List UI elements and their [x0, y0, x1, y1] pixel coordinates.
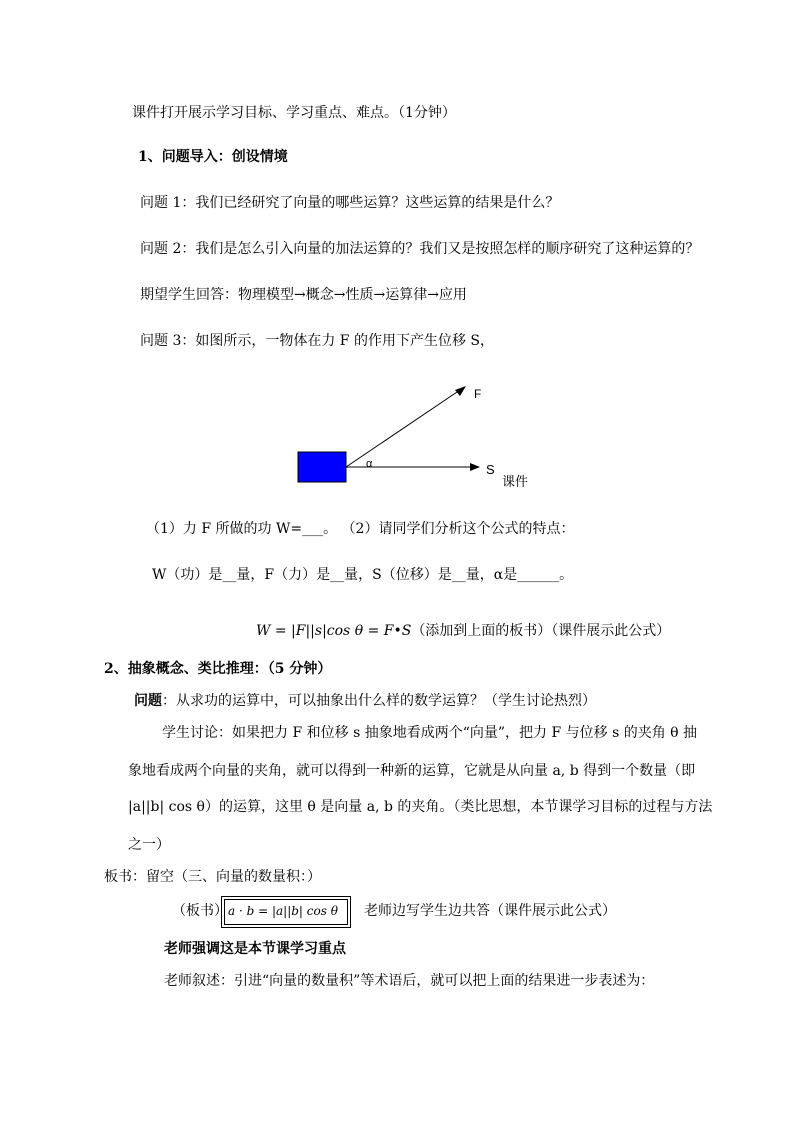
label-F: F: [474, 387, 482, 401]
formula-note: （添加到上面的板书）（课件展示此公式）: [411, 623, 671, 639]
board-note: 板书：留空（三、向量的数量积：）: [104, 869, 321, 885]
formula-main: W = |F||s|cos θ = F•S: [256, 623, 412, 639]
question-2: 问题 2：我们是怎么引入向量的加法运算的？我们又是按照怎样的顺序研究了这种运算的？: [140, 241, 700, 257]
work-question: （1）力 F 所做的功 W=___。 （2）请同学们分析这个公式的特点：: [146, 521, 575, 537]
board-formula: a · b = |a||b| cos θ: [228, 904, 338, 918]
abstract-question-label: 问题: [134, 693, 162, 709]
label-S: S: [486, 462, 495, 477]
intro-line: 课件打开展示学习目标、学习重点、难点。（1分钟）: [132, 105, 456, 121]
force-arrowhead: [455, 386, 466, 396]
question-3: 问题 3：如图所示，一物体在力 F 的作用下产生位移 S，: [140, 333, 495, 349]
formula-line: [256, 622, 670, 640]
expected-answer: 期望学生回答：物理模型→概念→性质→运算律→应用: [140, 287, 467, 303]
section-1-heading: 1、问题导入：创设情境: [138, 149, 288, 165]
section-2-heading: 2、抽象概念、类比推理：（5 分钟）: [104, 661, 332, 677]
object-block: [298, 452, 346, 482]
question-1: 问题 1：我们已经研究了向量的哪些运算？这些运算的结果是什么？: [140, 195, 560, 211]
abstract-question: [134, 692, 596, 710]
label-alpha: α: [366, 458, 373, 470]
displacement-arrowhead: [470, 463, 480, 471]
discussion-line-3: |a||b| cos θ）的运算，这里 θ 是向量 a, b 的夹角。（类比思想，本节课学习目标的过程与方法: [128, 799, 713, 815]
discussion-line-2: 象地看成两个向量的夹角，就可以得到一种新的运算，它就是从向量 a, b 得到一个数量（即: [128, 763, 696, 779]
abstract-question-text: ：从求功的运算中，可以抽象出什么样的数学运算？（学生讨论热烈）: [162, 693, 596, 709]
quantities-line: W（功）是__量，F（力）是__量，S（位移）是__量，α是______。: [152, 567, 574, 583]
teacher-narration: 老师叙述：引进“向量的数量积”等术语后，就可以把上面的结果进一步表述为：: [164, 973, 655, 989]
figure-caption: 课件: [502, 474, 529, 489]
board-prefix: （板书）: [172, 903, 228, 919]
discussion-line-4: 之一）: [128, 837, 170, 853]
board-teacher-note: 老师边写学生边共答（课件展示此公式）: [364, 903, 616, 919]
force-arrow: [346, 390, 460, 467]
teacher-emphasis: 老师强调这是本节课学习重点: [164, 941, 346, 957]
force-displacement-figure: [0, 370, 794, 500]
discussion-line-1: 学生讨论：如果把力 F 和位移 s 抽象地看成两个“向量”，把力 F 与位移 s 的夹角 θ 抽: [162, 725, 698, 741]
